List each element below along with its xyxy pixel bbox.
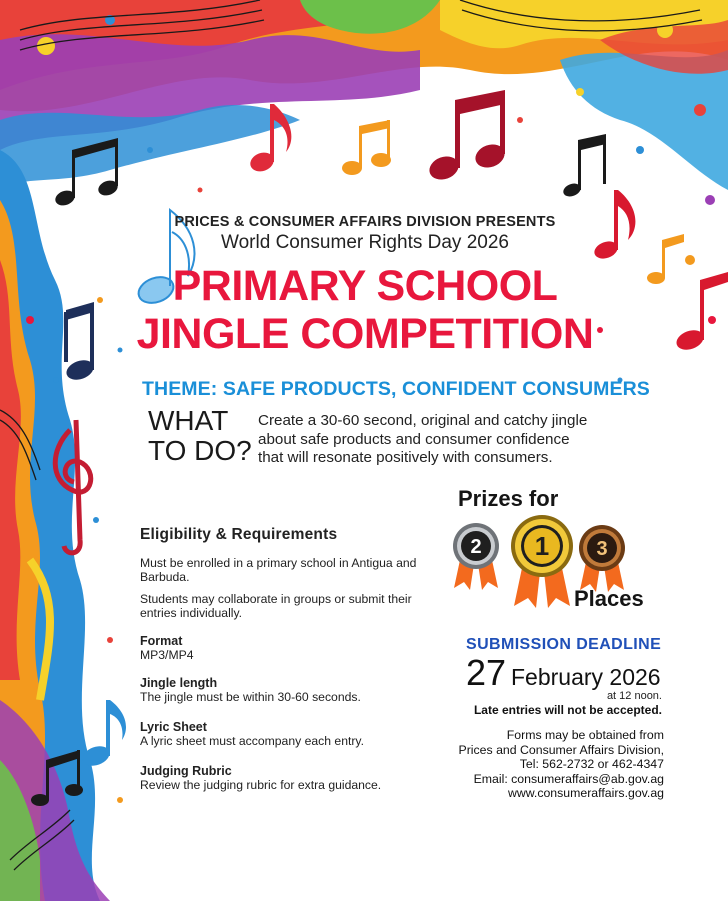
- what-to-do-description: Create a 30-60 second, original and catchy jingle about safe products and consumer confidence that will resonate positively with consumers.: [258, 412, 588, 466]
- page-title-line-2: JINGLE COMPETITION: [136, 310, 594, 358]
- contact-division-line: Prices and Consumer Affairs Division,: [458, 742, 664, 757]
- event-name: World Consumer Rights Day 2026: [221, 232, 509, 253]
- judging-rubric-section: [140, 764, 430, 792]
- contact-info: [410, 728, 664, 801]
- deadline-month-year: February 2026: [511, 664, 661, 690]
- contact-website: www.consumeraffairs.gov.ag: [507, 786, 664, 801]
- late-entries-notice: Late entries will not be accepted.: [473, 703, 662, 717]
- what-to-do-heading: [148, 406, 252, 466]
- contact-email: Email: consumeraffairs@ab.gov.ag: [473, 771, 664, 786]
- bronze-medal-icon: [579, 525, 625, 592]
- format-label: Format: [140, 634, 183, 648]
- eligibility-heading: Eligibility & Requirements: [140, 526, 338, 543]
- silver-medal-icon: [453, 523, 499, 590]
- format-value: MP3/MP4: [140, 648, 194, 662]
- lyric-sheet-section: [140, 720, 430, 748]
- deadline-time: at 12 noon.: [606, 690, 662, 702]
- format-section: [140, 634, 430, 662]
- second-place-number: 2: [470, 536, 482, 558]
- deadline-day: 27: [466, 652, 507, 693]
- requirement-enrollment: Must be enrolled in a primary school in Antigua and Barbuda.: [140, 556, 417, 584]
- contact-phone: Tel: 562-2732 or 462-4347: [519, 757, 664, 772]
- what-to-do-heading-line-1: WHAT: [148, 405, 229, 436]
- judging-rubric-value: Review the judging rubric for extra guidance.: [140, 778, 382, 792]
- jingle-length-section: [140, 676, 430, 704]
- judging-rubric-label: Judging Rubric: [140, 764, 232, 778]
- lyric-sheet-label: Lyric Sheet: [140, 720, 207, 734]
- third-place-number: 3: [596, 538, 608, 560]
- presenter-line: PRICES & CONSUMER AFFAIRS DIVISION PRESENTS: [174, 214, 556, 230]
- lyric-sheet-value: A lyric sheet must accompany each entry.: [140, 734, 364, 748]
- submission-deadline-heading: SUBMISSION DEADLINE: [466, 636, 662, 653]
- theme-heading: THEME: SAFE PRODUCTS, CONFIDENT CONSUMERS: [142, 378, 650, 400]
- gold-medal-icon: [511, 515, 573, 608]
- jingle-length-value: The jingle must be within 30-60 seconds.: [140, 690, 361, 704]
- prizes-heading-bottom: Places: [574, 586, 644, 611]
- requirement-collaboration: Students may collaborate in groups or submit their entries individually.: [140, 592, 412, 620]
- contact-forms-line: Forms may be obtained from: [506, 728, 664, 742]
- prizes-heading-top: Prizes for: [458, 486, 559, 511]
- page-title-line-1: PRIMARY SCHOOL: [172, 262, 558, 310]
- first-place-number: 1: [534, 531, 550, 561]
- jingle-length-label: Jingle length: [140, 676, 218, 690]
- what-to-do-heading-line-2: TO DO?: [148, 435, 252, 466]
